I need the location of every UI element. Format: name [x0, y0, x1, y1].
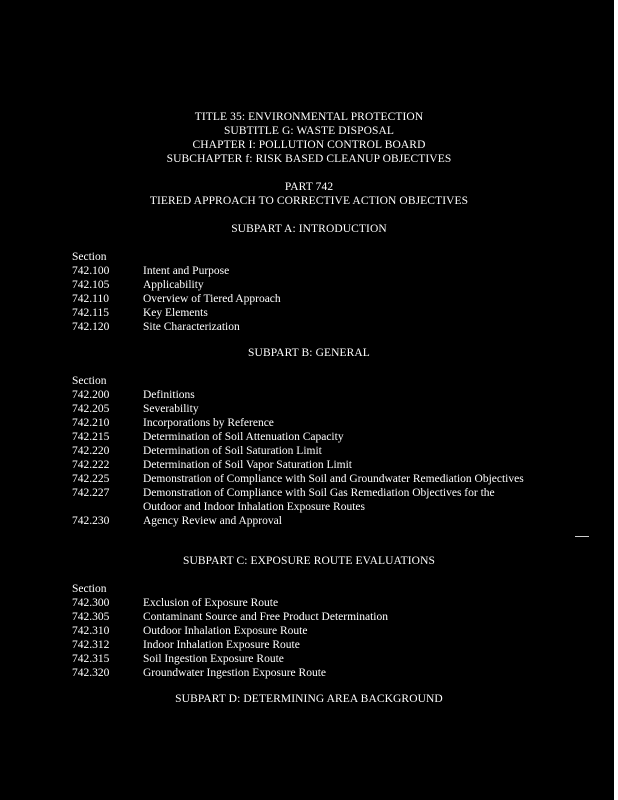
toc-entry: [72, 458, 532, 472]
section-title: Definitions: [143, 389, 195, 401]
toc-entry: [72, 596, 532, 610]
section-number: 742.222: [72, 459, 110, 471]
section-number: 742.227: [72, 487, 110, 499]
section-number: 742.120: [72, 321, 110, 333]
toc-entry: [72, 666, 532, 680]
section-number: 742.315: [72, 653, 110, 665]
section-title: Groundwater Ingestion Exposure Route: [143, 667, 327, 679]
section-title: Determination of Soil Vapor Saturation Limit: [143, 459, 352, 471]
toc-entry: [72, 624, 532, 638]
subpart-a-toc: [72, 264, 532, 334]
toc-entry: [72, 278, 532, 292]
section-title: Indoor Inhalation Exposure Route: [143, 639, 300, 651]
section-number: 742.300: [72, 597, 110, 609]
toc-entry: [72, 264, 532, 278]
section-number: 742.305: [72, 611, 110, 623]
section-title: Intent and Purpose: [143, 265, 230, 277]
subchapter-heading: SUBCHAPTER f: RISK BASED CLEANUP OBJECTIVES: [166, 153, 452, 165]
chapter-heading: CHAPTER I: POLLUTION CONTROL BOARD: [192, 139, 426, 151]
subpart-c-toc: [72, 596, 532, 680]
section-title: Agency Review and Approval: [143, 515, 282, 527]
section-number: 742.115: [72, 307, 109, 319]
section-title: Incorporations by Reference: [143, 417, 274, 429]
title-heading: TITLE 35: ENVIRONMENTAL PROTECTION: [194, 111, 424, 123]
section-number: 742.105: [72, 279, 110, 291]
section-number: 742.210: [72, 417, 110, 429]
subpart-a-section-label: Section: [72, 251, 107, 263]
toc-entry: [72, 444, 532, 458]
toc-entry: [72, 638, 532, 652]
section-number: 742.230: [72, 515, 110, 527]
subtitle-heading: SUBTITLE G: WASTE DISPOSAL: [223, 125, 395, 137]
toc-entry: [72, 514, 532, 528]
section-number: 742.225: [72, 473, 110, 485]
section-number: 742.312: [72, 639, 110, 651]
section-title: Applicability: [143, 279, 204, 291]
subpart-b-heading: SUBPART B: GENERAL: [248, 347, 370, 359]
toc-entry: [72, 402, 532, 416]
section-title: Determination of Soil Attenuation Capacity: [143, 431, 344, 443]
section-title: Severability: [143, 403, 199, 415]
toc-entry: [72, 320, 532, 334]
subpart-d-heading: SUBPART D: DETERMINING AREA BACKGROUND: [175, 693, 443, 705]
toc-entry: [72, 388, 532, 402]
section-title: Contaminant Source and Free Product Determination: [143, 611, 388, 623]
section-title: Site Characterization: [143, 321, 240, 333]
subpart-c-heading: SUBPART C: EXPOSURE ROUTE EVALUATIONS: [182, 555, 435, 567]
section-title: Overview of Tiered Approach: [143, 293, 281, 305]
toc-entry: [72, 292, 532, 306]
toc-entry: [72, 652, 532, 666]
section-number: 742.320: [72, 667, 110, 679]
section-title: Outdoor Inhalation Exposure Route: [143, 625, 308, 637]
section-number: 742.110: [72, 293, 109, 305]
margin-mark: [575, 536, 589, 537]
toc-entry: [72, 416, 532, 430]
section-number: 742.205: [72, 403, 110, 415]
subpart-b-section-label: Section: [72, 375, 107, 387]
subpart-c-section-label: Section: [72, 583, 107, 595]
section-title: Demonstration of Compliance with Soil and Groundwater Remediation Objectives: [143, 473, 524, 485]
section-title: Determination of Soil Saturation Limit: [143, 445, 322, 457]
part-number: PART 742: [284, 181, 334, 193]
toc-entry: [72, 430, 532, 444]
section-title: Soil Ingestion Exposure Route: [143, 653, 284, 665]
section-title: Exclusion of Exposure Route: [143, 597, 279, 609]
toc-entry: [72, 306, 532, 320]
part-name: TIERED APPROACH TO CORRECTIVE ACTION OBJECTIVES: [149, 195, 469, 207]
section-number: 742.220: [72, 445, 110, 457]
toc-entry: [72, 486, 532, 514]
subpart-b-toc: [72, 388, 532, 528]
section-number: 742.100: [72, 265, 110, 277]
section-number: 742.310: [72, 625, 110, 637]
section-number: 742.215: [72, 431, 110, 443]
subpart-a-heading: SUBPART A: INTRODUCTION: [231, 223, 387, 235]
section-number: 742.200: [72, 389, 110, 401]
toc-entry: [72, 610, 532, 624]
section-title: Demonstration of Compliance with Soil Gas Remediation Objectives for the Outdoor and Indoor Inhalation Exposure Routes: [143, 487, 495, 513]
section-title: Key Elements: [143, 307, 208, 319]
toc-entry: [72, 472, 532, 486]
